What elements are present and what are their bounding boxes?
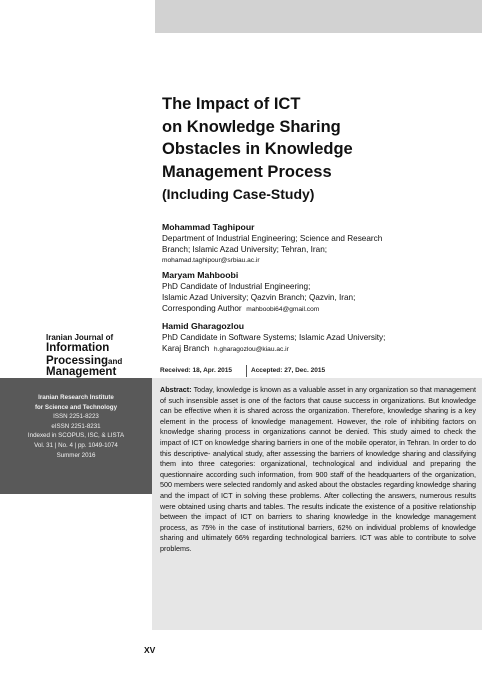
accepted-date: Accepted: 27, Dec. 2015 [251, 367, 326, 374]
page-number: XV [144, 645, 156, 655]
author-affiliation [162, 281, 355, 315]
institute-line: Iranian Research Institute [38, 394, 114, 401]
corresponding-line [162, 303, 355, 315]
affiliation-line: Islamic Azad University; Qazvin Branch; Qazvin, Iran; [162, 293, 356, 302]
author-name: Mohammad Taghipour [162, 222, 255, 232]
author-email: mahboobi64@gmail.com [246, 306, 320, 313]
journal-logo-line: Information [46, 342, 110, 354]
author-name: Hamid Gharagozlou [162, 321, 245, 331]
journal-logo-line: Iranian Journal of [46, 333, 114, 342]
journal-logo [46, 332, 150, 378]
author-email: mohamad.taghipour@srbiau.ac.ir [162, 257, 260, 264]
author-block-1 [162, 222, 382, 266]
paper-title [162, 93, 462, 206]
abstract-label: Abstract: [160, 385, 192, 394]
journal-logo-line: Management [46, 366, 117, 378]
affiliation-branch: Karaj Branch [162, 344, 210, 353]
affiliation-line: PhD Candidate in Software Systems; Islamic Azad University; [162, 333, 386, 342]
eissn: eISSN 2251-8231 [51, 422, 101, 430]
received-date: Received: 18, Apr. 2015 [160, 367, 233, 374]
title-line: on Knowledge Sharing [162, 117, 341, 136]
author-affiliation [162, 233, 382, 266]
journal-info-text [0, 393, 152, 460]
title-line: The Impact of ICT [162, 95, 301, 113]
indexing-info: Indexed in SCOPUS, ISC, & LISTA [27, 432, 125, 440]
title-line: Obstacles in Knowledge [162, 140, 353, 158]
header-bar [155, 0, 482, 33]
author-name: Maryam Mahboobi [162, 270, 239, 280]
affiliation-line: Department of Industrial Engineering; Science and Research [162, 234, 383, 243]
journal-logo-and: and [108, 357, 123, 366]
author-block-2 [162, 270, 355, 315]
paper-subtitle: (Including Case-Study) [162, 186, 315, 202]
volume-info: Vol. 31 | No. 4 | pp. 1049-1074 [34, 441, 118, 449]
abstract [160, 385, 476, 555]
author-block-3 [162, 321, 385, 355]
title-line: Management Process [162, 162, 332, 181]
issn: ISSN 2251-8223 [53, 413, 99, 421]
affiliation-line: Branch; Islamic Azad University; Tehran, Iran; [162, 245, 328, 254]
corresponding-label: Corresponding Author [162, 304, 242, 313]
affiliation-line [162, 343, 385, 355]
issue-season: Summer 2016 [56, 451, 96, 459]
journal-logo-word: Processing [46, 355, 108, 367]
date-divider [246, 365, 247, 377]
author-affiliation [162, 332, 385, 355]
affiliation-line: PhD Candidate of Industrial Engineering; [162, 282, 311, 291]
abstract-text: Today, knowledge is known as a valuable asset in any organization so that management of such insensible asset is one of the factors that cause success in organizations. But knowledge can be effective when it is shared across the organization. Therefore, knowledge sharing is a key element in the process of knowledge management. However, the role of inhibiting factors on knowledge sharing process in organizations cannot be denied. This study aimed to check the impact of ICT on knowledge sharing barriers in one of the mobile operator, in Tehran. In order to do this descriptive- analytical study, after assessing the barriers of knowledge sharing and classifying them into three categories: organizational, technological and individual and preparing the questionnaire according such information, from 900 staff of the headquarters of the organization, 500 members were selected randomly and asked about the obstacles regarding knowledge sharing and the impact of ICT in solving these problems. After collecting the answers, numerous results were obtained using charts and tables. The results indicate the existence of a positive relationship between the impact of ICT on barriers to sharing knowledge in the knowledge management process, as 75% in the case of institutional barriers, 62% on individual problems of knowledge sharing and ultimately 66% regarding technological barriers. ICT was able to contribute to solve problems. [160, 385, 476, 553]
author-email: h.gharagozlou@kiau.ac.ir [213, 346, 289, 353]
journal-info-panel [0, 378, 152, 494]
institute-line: for Science and Technology [34, 403, 118, 411]
